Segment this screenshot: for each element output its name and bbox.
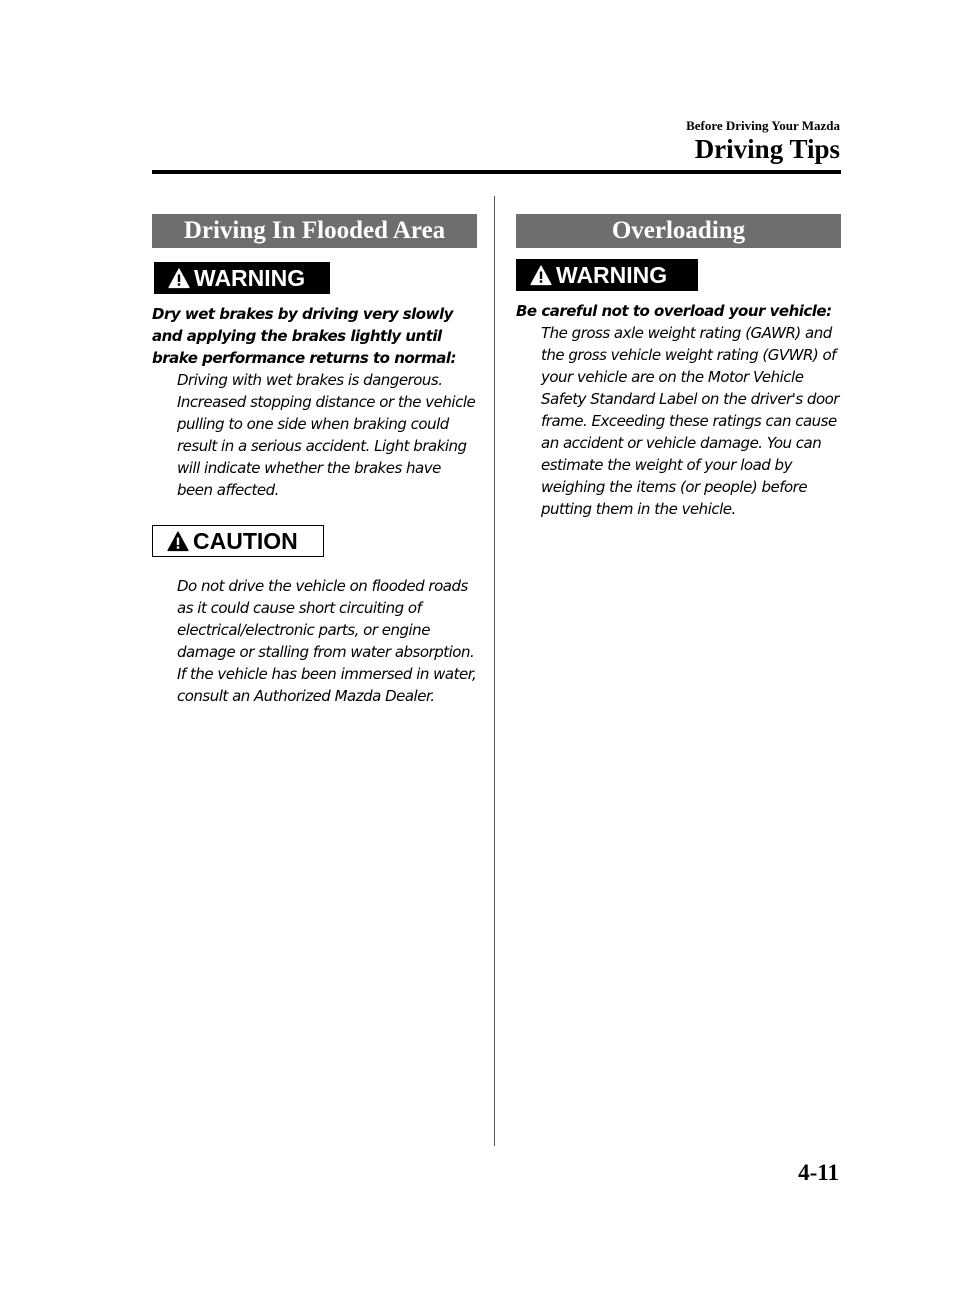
running-header-section: Before Driving Your Mazda: [686, 118, 840, 133]
warning-triangle-icon: [530, 265, 552, 286]
running-header-chapter: Driving Tips: [694, 134, 840, 164]
warning-headline: Dry wet brakes by driving very slowly and applying the brakes lightly until brake performance returns to normal:: [152, 305, 456, 367]
page-number: 4-11: [798, 1160, 839, 1185]
section-title-flooded-area: Driving In Flooded Area: [152, 214, 477, 248]
warning-badge: [516, 259, 698, 291]
warning-body: Driving with wet brakes is dangerous. Increased stopping distance or the vehicle pulling to one side when braking could result in a serious accident. Light braking will indicate whether the brakes have been affected.: [177, 371, 476, 499]
section-title-overloading: Overloading: [516, 214, 841, 248]
warning-triangle-icon: [168, 268, 190, 289]
caution-label: CAUTION: [193, 527, 298, 554]
warning-label: WARNING: [194, 264, 306, 291]
warning-headline: Be careful not to overload your vehicle:: [516, 302, 832, 320]
header-rule: [152, 170, 841, 174]
caution-triangle-icon: [167, 531, 189, 552]
left-column: [152, 214, 477, 707]
warning-label: WARNING: [556, 261, 668, 288]
warning-body: The gross axle weight rating (GAWR) and the gross vehicle weight rating (GVWR) of your vehicle are on the Motor Vehicle Safety Standard Label on the driver's door frame. Exceeding these ratings can cause an accident or vehicle damage. You can estimate the weight of your load by weighing the items (or people) before putting them in the vehicle.: [541, 324, 839, 518]
column-divider: [494, 196, 495, 1146]
caution-badge: [152, 525, 324, 557]
right-column: [516, 214, 841, 520]
warning-badge: [154, 262, 330, 294]
caution-body: Do not drive the vehicle on flooded roads as it could cause short circuiting of electrical/electronic parts, or engine damage or stalling from water absorption. If the vehicle has been immersed in water, consult an Authorized Mazda Dealer.: [177, 577, 477, 705]
